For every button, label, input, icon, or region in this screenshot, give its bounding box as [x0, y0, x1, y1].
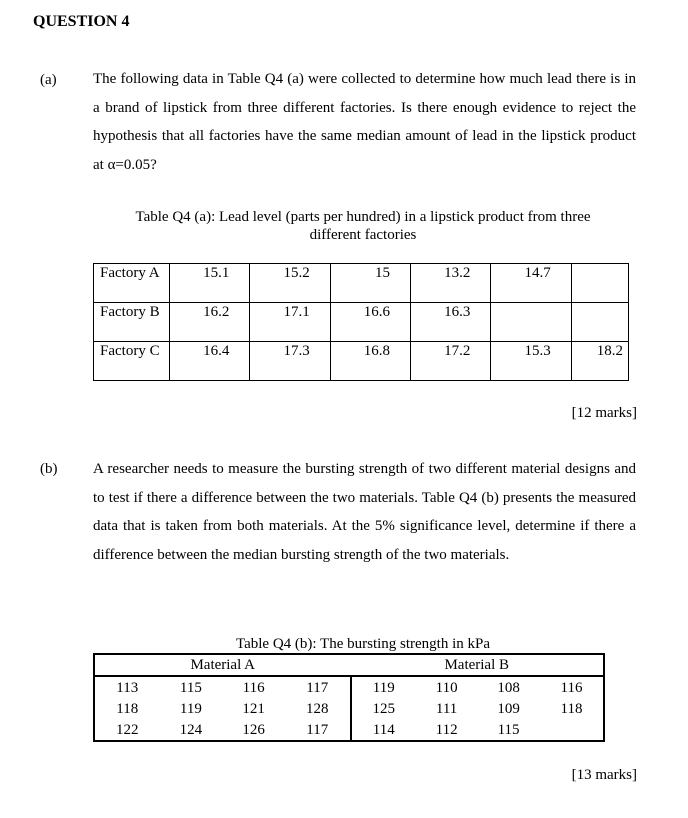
header-material-a: Material A — [94, 654, 351, 676]
table-header-row — [94, 654, 604, 676]
table-cell: 14.7 — [491, 264, 571, 303]
table-cell: 16.8 — [330, 342, 410, 381]
table-cell: 116 — [242, 679, 265, 696]
question-heading: QUESTION 4 — [33, 13, 130, 30]
table-cell: 16.6 — [330, 303, 410, 342]
table-a-caption-line1: Table Q4 (a): Lead level (parts per hundred) in a lipstick product from three — [135, 209, 591, 225]
part-a-marks: [12 marks] — [571, 405, 637, 421]
table-cell — [540, 719, 604, 741]
table-cell: 108 — [497, 679, 520, 696]
table-cell: 17.3 — [250, 342, 330, 381]
table-cell: 112 — [435, 721, 458, 738]
table-cell: 109 — [497, 700, 520, 717]
row-label: Factory C — [94, 342, 170, 381]
row-label: Factory A — [94, 264, 170, 303]
table-cell: 114 — [372, 721, 395, 738]
table-cell: 15 — [330, 264, 410, 303]
table-row — [94, 264, 629, 303]
table-cell: 125 — [372, 700, 395, 717]
table-cell: 128 — [285, 698, 351, 719]
table-cell: 117 — [285, 719, 351, 741]
table-a-caption-line2: different factories — [309, 227, 417, 243]
table-cell: 117 — [285, 676, 351, 698]
table-cell: 113 — [116, 679, 139, 696]
part-b-label: (b) — [40, 461, 58, 477]
table-q4b — [93, 653, 605, 742]
table-b-caption: Table Q4 (b): The bursting strength in kPa — [235, 636, 491, 652]
part-a-text: The following data in Table Q4 (a) were collected to determine how much lead there is in a brand of lipstick from three different factories. Is there enough evidence to reject the hypothesis that all factories have the same median amount of lead in the lipstick product at α=0.05? — [93, 71, 636, 173]
table-cell: 124 — [179, 721, 203, 738]
table-cell: 126 — [242, 721, 265, 738]
table-row — [94, 719, 604, 741]
table-cell: 115 — [497, 721, 520, 738]
table-cell: 118 — [116, 700, 139, 717]
table-cell: 110 — [435, 679, 458, 696]
table-cell — [571, 264, 628, 303]
table-cell: 121 — [242, 700, 265, 717]
table-cell: 15.2 — [250, 264, 330, 303]
row-label: Factory B — [94, 303, 170, 342]
table-cell: 15.1 — [170, 264, 250, 303]
table-cell: 119 — [372, 679, 395, 696]
table-cell: 17.1 — [250, 303, 330, 342]
table-cell — [491, 303, 571, 342]
table-cell: 18.2 — [571, 342, 628, 381]
table-cell: 118 — [560, 700, 583, 717]
table-cell — [571, 303, 628, 342]
table-cell: 15.3 — [491, 342, 571, 381]
part-b-marks: [13 marks] — [571, 767, 637, 783]
part-a-label: (a) — [40, 72, 57, 88]
table-cell: 17.2 — [411, 342, 491, 381]
table-cell: 16.3 — [411, 303, 491, 342]
table-q4a — [93, 263, 629, 381]
table-row — [94, 698, 604, 719]
table-cell: 119 — [179, 700, 202, 717]
table-row — [94, 303, 629, 342]
table-cell: 16.4 — [170, 342, 250, 381]
table-cell: 116 — [560, 679, 583, 696]
table-cell: 16.2 — [170, 303, 250, 342]
table-cell: 115 — [179, 679, 202, 696]
table-cell: 13.2 — [411, 264, 491, 303]
part-b-text: A researcher needs to measure the bursting strength of two different material designs and to test if there a difference between the two materials. Table Q4 (b) presents the measured data that is taken from both materials. At the 5% significance level, determine if there a difference between the median bursting strength of the two materials. — [93, 461, 636, 563]
table-cell: 122 — [116, 721, 139, 738]
table-row — [94, 342, 629, 381]
table-cell: 111 — [435, 700, 458, 717]
table-row — [94, 676, 604, 698]
header-material-b: Material B — [351, 654, 605, 676]
